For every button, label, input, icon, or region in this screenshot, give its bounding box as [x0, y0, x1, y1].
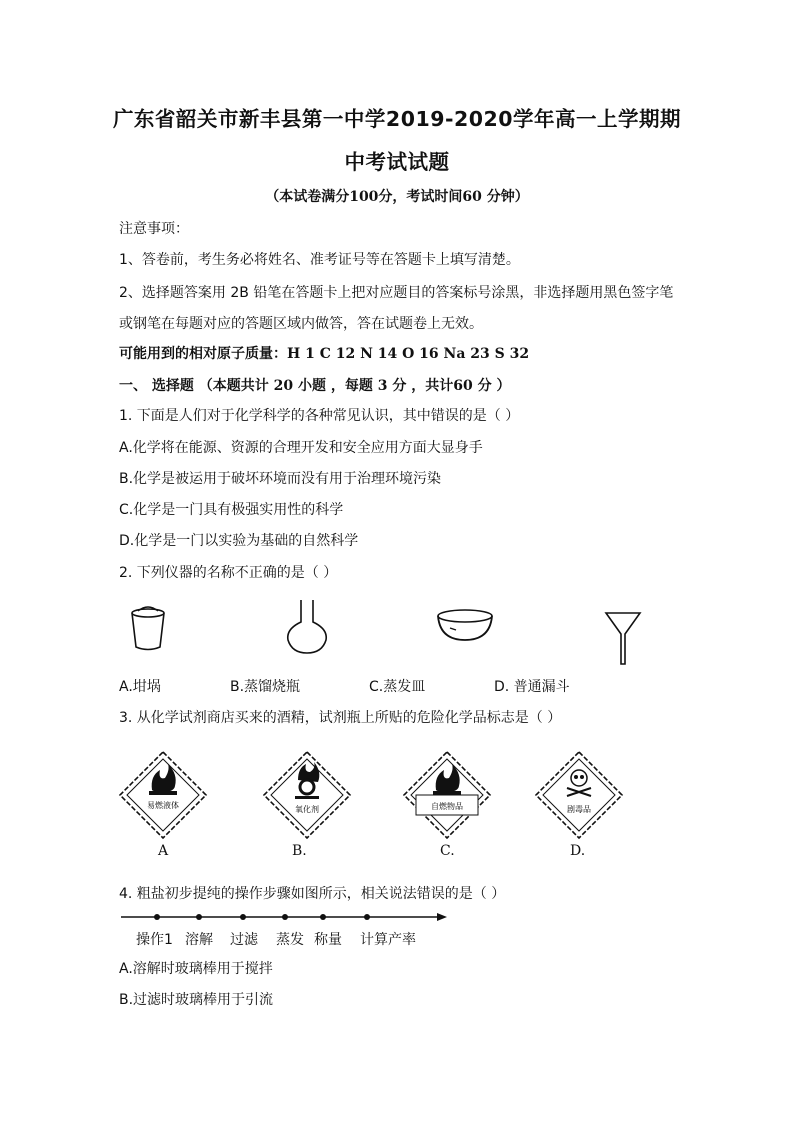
exam-title-line1: 广东省韶关市新丰县第一中学2019-2020学年高一上学期期	[112, 107, 682, 131]
flow-step-4: 蒸发	[276, 932, 304, 948]
crucible-icon	[128, 603, 168, 653]
sign-c-label: 自燃物品	[431, 802, 463, 811]
toxic-sign-icon	[534, 750, 624, 840]
q2-option-c: C.蒸发皿	[369, 679, 426, 695]
q4-stem: 4. 粗盐初步提纯的操作步骤如图所示，相关说法错误的是（ ）	[119, 886, 506, 902]
q2-option-d: D. 普通漏斗	[494, 679, 570, 695]
flow-step-5: 称量	[314, 932, 342, 948]
flow-step-2: 溶解	[185, 932, 213, 948]
q3-option-a: A	[158, 843, 169, 859]
q3-option-b: B.	[292, 843, 307, 859]
q1-stem: 1. 下面是人们对于化学科学的各种常见认识，其中错误的是（ ）	[119, 408, 520, 424]
q4-option-b: B.过滤时玻璃棒用于引流	[119, 992, 274, 1008]
q4-option-a: A.溶解时玻璃棒用于搅拌	[119, 961, 273, 977]
notes-item-1: 1、答卷前，考生务必将姓名、准考证号等在答题卡上填写清楚。	[119, 252, 520, 268]
q1-option-d: D.化学是一门以实验为基础的自然科学	[119, 533, 359, 549]
q3-option-c: C.	[440, 843, 455, 859]
process-flow-arrow	[119, 910, 449, 924]
notes-item-2b: 或钢笔在每题对应的答题区域内做答，答在试题卷上无效。	[119, 316, 483, 332]
q3-stem: 3. 从化学试剂商店买来的酒精，试剂瓶上所贴的危险化学品标志是（ ）	[119, 710, 562, 726]
q2-stem: 2. 下列仪器的名称不正确的是（ ）	[119, 565, 338, 581]
flow-step-3: 过滤	[230, 932, 258, 948]
exam-title-line2: 中考试试题	[344, 150, 450, 174]
funnel-icon	[604, 610, 642, 666]
spontaneous-combustion-sign-icon	[402, 750, 492, 840]
oxidizer-sign-icon	[262, 750, 352, 840]
distilling-flask-icon	[283, 596, 331, 656]
notes-item-2a: 2、选择题答案用 2B 铅笔在答题卡上把对应题目的答案标号涂黑，非选择题用黑色签字笔	[119, 285, 674, 301]
flow-step-6: 计算产率	[360, 932, 416, 948]
flow-step-1: 操作1	[136, 932, 173, 948]
evaporating-dish-icon	[436, 606, 494, 644]
sign-d-label: 剧毒品	[567, 805, 591, 814]
q2-option-b: B.蒸馏烧瓶	[230, 679, 301, 695]
sign-b-label: 氧化剂	[295, 805, 319, 814]
q1-option-c: C.化学是一门具有极强实用性的科学	[119, 502, 344, 518]
q2-option-a: A.坩埚	[119, 679, 161, 695]
section-heading: 一、 选择题 （本题共计 20 小题 ，每题 3 分 ，共计60 分 ）	[119, 378, 511, 394]
sign-a-label: 易燃液体	[147, 801, 179, 810]
q1-option-a: A.化学将在能源、资源的合理开发和安全应用方面大显身手	[119, 440, 483, 456]
flammable-liquid-sign-icon	[118, 750, 208, 840]
notes-heading: 注意事项：	[119, 221, 189, 237]
exam-subtitle: （本试卷满分100分，考试时间60 分钟）	[265, 189, 529, 205]
atomic-masses: 可能用到的相对原子质量：H 1 C 12 N 14 O 16 Na 23 S 32	[119, 346, 530, 362]
q3-option-d: D.	[570, 843, 586, 859]
q1-option-b: B.化学是被运用于破坏环境而没有用于治理环境污染	[119, 471, 442, 487]
